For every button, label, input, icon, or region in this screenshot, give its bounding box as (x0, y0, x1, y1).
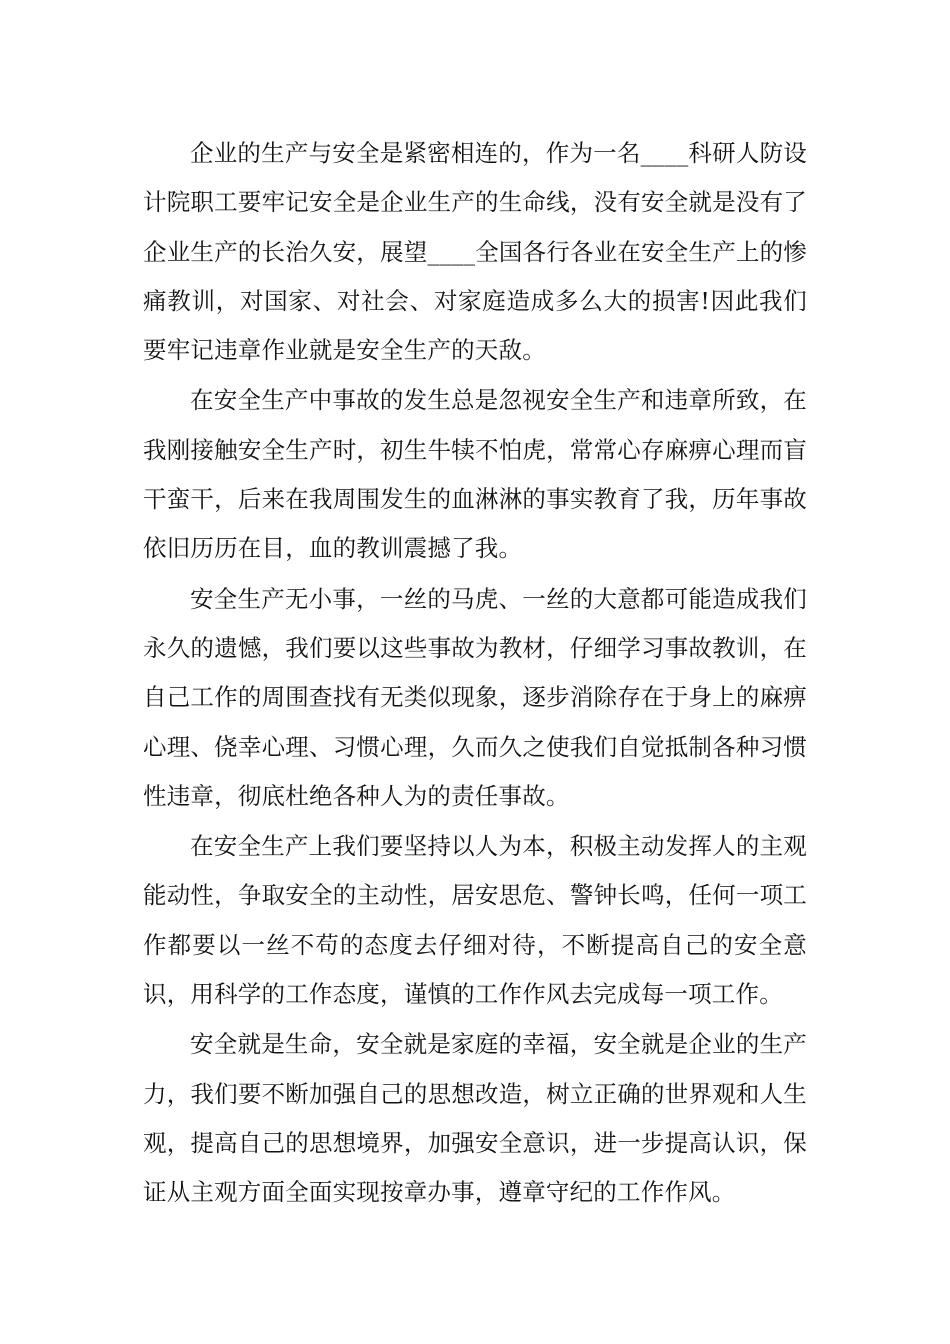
paragraph-1: 企业的生产与安全是紧密相连的，作为一名____科研人防设计院职工要牢记安全是企业生产的生命线，没有安全就是没有了企业生产的长治久安，展望____全国各行各业在安全生产上的惨痛教训，对国家、对社会、对家庭造成多么大的损害!因此我们要牢记违章作业就是安全生产的天敌。 (143, 139, 807, 365)
paragraph-3: 安全生产无小事，一丝的马虎、一丝的大意都可能造成我们永久的遗憾，我们要以这些事故为教材，仔细学习事故教训，在自己工作的周围查找有无类似现象，逐步消除存在于身上的麻痹心理、侥幸心理、习惯心理，久而久之使我们自觉抵制各种习惯性违章，彻底杜绝各种人为的责任事故。 (143, 584, 807, 810)
paragraph-4: 在安全生产上我们要坚持以人为本，积极主动发挥人的主观能动性，争取安全的主动性，居安思危、警钟长鸣，任何一项工作都要以一丝不苟的态度去仔细对待，不断提高自己的安全意识，用科学的工作态度，谨慎的工作作风去完成每一项工作。 (143, 832, 807, 1009)
document-body (143, 129, 807, 1219)
paragraph-2: 在安全生产中事故的发生总是忽视安全生产和违章所致，在我刚接触安全生产时，初生牛犊不怕虎，常常心存麻痹心理而盲干蛮干，后来在我周围发生的血淋淋的事实教育了我，历年事故依旧历历在目，血的教训震撼了我。 (143, 386, 807, 563)
paragraph-5: 安全就是生命，安全就是家庭的幸福，安全就是企业的生产力，我们要不断加强自己的思想改造，树立正确的世界观和人生观，提高自己的思想境界，加强安全意识，进一步提高认识，保证从主观方面全面实现按章办事，遵章守纪的工作作风。 (143, 1030, 807, 1207)
